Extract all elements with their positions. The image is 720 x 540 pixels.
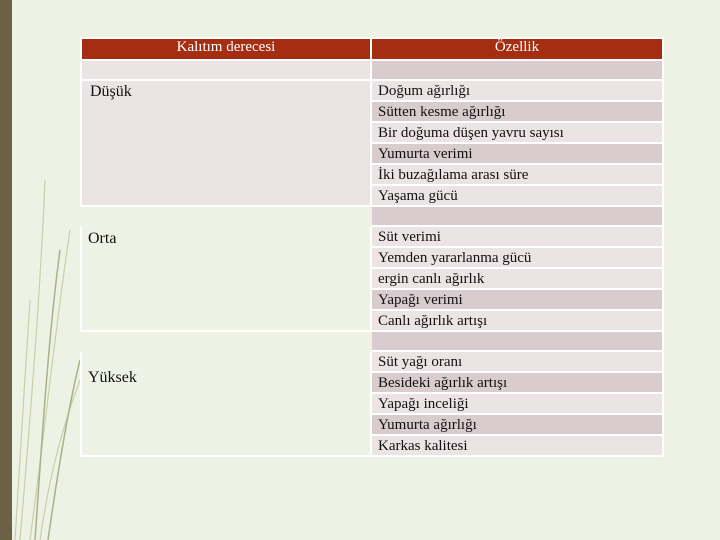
header-heritability-degree: Kalıtım derecesi <box>81 38 371 60</box>
table-row <box>81 80 663 101</box>
trait-cell: Bir doğuma düşen yavru sayısı <box>378 125 564 141</box>
trait-cell: İki buzağılama arası süre <box>378 167 529 183</box>
trait-cell: Yapağı inceliği <box>378 396 469 412</box>
trait-cell: Süt verimi <box>378 229 441 245</box>
trait-cell: ergin canlı ağırlık <box>378 271 485 287</box>
trait-cell: Besideki ağırlık artışı <box>378 375 508 391</box>
table-row <box>81 331 663 351</box>
trait-cell: Karkas kalitesi <box>378 438 468 454</box>
trait-cell: Yapağı verimi <box>378 292 463 308</box>
level-label-medium: Orta <box>88 230 117 247</box>
level-cell <box>81 226 371 331</box>
trait-cell: Sütten kesme ağırlığı <box>378 104 506 120</box>
level-cell <box>81 80 371 206</box>
level-label-high: Yüksek <box>88 369 137 386</box>
trait-cell: Canlı ağırlık artışı <box>378 313 488 329</box>
trait-cell: Yumurta ağırlığı <box>378 417 477 433</box>
table-row <box>81 226 663 247</box>
header-trait: Özellik <box>371 38 663 60</box>
trait-cell: Yumurta verimi <box>378 146 473 162</box>
trait-cell: Yaşama gücü <box>378 188 458 204</box>
heritability-table <box>80 37 664 457</box>
trait-cell: Doğum ağırlığı <box>378 83 471 99</box>
table-row <box>81 206 663 226</box>
table-row <box>81 60 663 80</box>
level-cell <box>81 351 371 456</box>
level-label-low: Düşük <box>90 83 132 100</box>
table-row <box>81 351 663 372</box>
table-header-row <box>81 38 663 60</box>
trait-cell: Yemden yararlanma gücü <box>378 250 532 266</box>
trait-cell: Süt yağı oranı <box>378 354 463 370</box>
